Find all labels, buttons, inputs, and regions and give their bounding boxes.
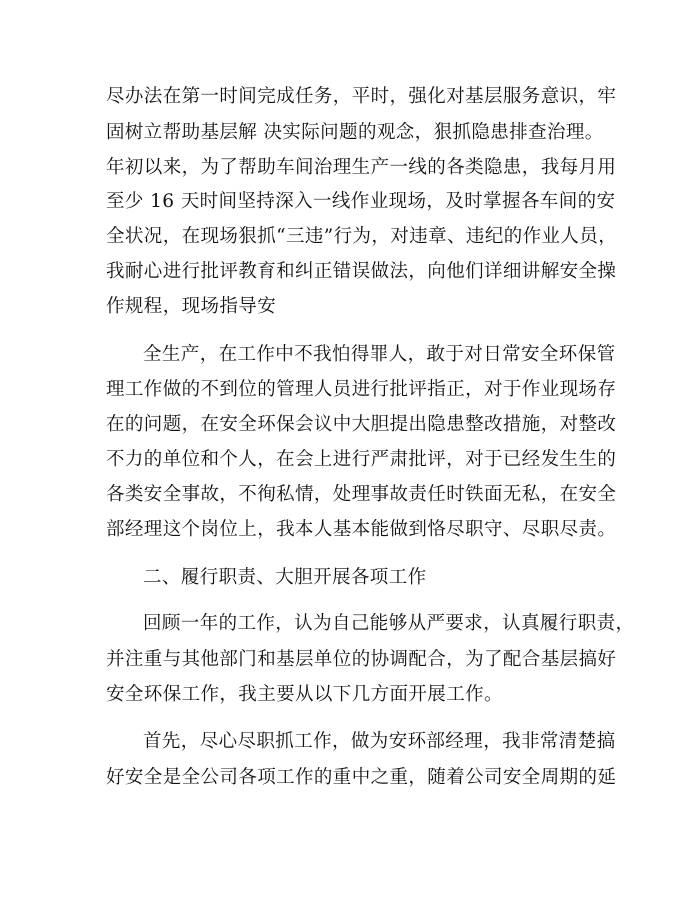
text-line: 首先，尽心尽职抓工作，做为安环部经理，我非常清楚搞 bbox=[143, 731, 616, 752]
text-line: 在的问题，在安全环保会议中大胆提出隐患整改措施，对整改 bbox=[106, 414, 617, 435]
text-line: 作规程，现场指导安 bbox=[106, 296, 277, 317]
text-line: 好安全是全公司各项工作的重中之重，随着公司安全周期的延 bbox=[106, 767, 617, 788]
text-line: 部经理这个岗位上，我本人基本能做到恪尽职守、尽职尽责。 bbox=[106, 519, 617, 540]
text-line: 固树立帮助基层解 决实际问题的观念，狠抓隐患排查治理。 bbox=[106, 122, 604, 143]
text-line: 尽办法在第一时间完成任务，平时，强化对基层服务意识，牢 bbox=[106, 86, 617, 107]
text-line: 不力的单位和个人，在会上进行严肃批评，对于已经发生生的 bbox=[106, 449, 617, 470]
text-line: 我耐心进行批评教育和纠正错误做法，向他们详细讲解安全操 bbox=[106, 261, 617, 282]
text-line: 全生产，在工作中不我怕得罪人，敢于对日常安全环保管 bbox=[143, 344, 616, 365]
section-heading: 二、履行职责、大胆开展各项工作 bbox=[143, 567, 427, 588]
text-line: 各类安全事故，不徇私情，处理事故责任时铁面无私，在安全 bbox=[106, 484, 617, 505]
text-line: 安全环保工作，我主要从以下几方面开展工作。 bbox=[106, 684, 503, 705]
text-line: 至少 16 天时间坚持深入一线作业现场，及时掌握各车间的安 bbox=[106, 191, 616, 212]
text-line: 回顾一年的工作，认为自己能够从严要求，认真履行职责， bbox=[143, 613, 635, 634]
text-line: 全状况，在现场狠抓“三违”行为，对违章、违纪的作业人员， bbox=[106, 226, 618, 247]
text-line: 年初以来，为了帮助车间治理生产一线的各类隐患，我每月用 bbox=[106, 157, 617, 178]
text-line: 理工作做的不到位的管理人员进行批评指正，对于作业现场存 bbox=[106, 379, 617, 400]
text-line: 并注重与其他部门和基层单位的协调配合，为了配合基层搞好 bbox=[106, 649, 617, 670]
